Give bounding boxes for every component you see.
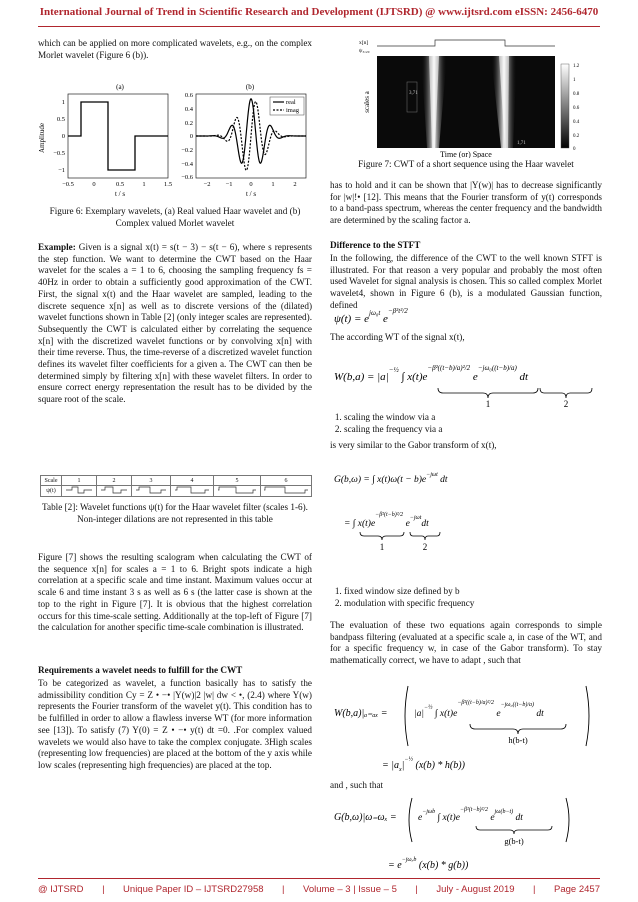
- a-ylabel: Amplitude: [38, 123, 46, 153]
- cb-tick-6: 0.2: [573, 134, 580, 139]
- equation-g-conv-lhs: G(b,ω)|ω₌ωₓ =: [334, 812, 397, 823]
- cb-tick-3: 0.8: [573, 92, 580, 97]
- table-2: [40, 475, 312, 497]
- table-cell: [261, 486, 312, 497]
- list-item: 1. scaling the window via a: [344, 412, 602, 424]
- equation-morlet-svg: [330, 302, 602, 328]
- table-cell: 4: [171, 476, 214, 486]
- b-ytick-2: 0.4: [184, 106, 193, 113]
- a-xtick-1: −0.5: [62, 181, 74, 188]
- paren-right: [586, 686, 589, 746]
- intro-paragraph: which can be applied on more complicated wavelets, e.g., on the complex Morlet wavelet (Figure 6 (b)).: [38, 38, 312, 60]
- b-xtick-5: 2: [293, 181, 297, 188]
- table-head-psi: ψ(t): [41, 486, 62, 497]
- a-ytick-3: 0: [61, 133, 65, 140]
- gabor-brace-2-label: 2: [422, 542, 428, 552]
- equation-wt-text: $W(b,a) = |a|^{-\frac{1}{2}}$ ∫ $x(t)e^{-\beta^2((t-b)/a)^2/2}$ $e^{-j\omega_0((t-b)/a)}$ dt: [334, 364, 529, 383]
- wavelet-table: [40, 475, 312, 497]
- stft-heading: Difference to the STFT: [330, 240, 421, 250]
- header-rule: [38, 26, 600, 27]
- a-xtick-3: 0.5: [115, 181, 125, 188]
- a-xtick-5: 1.5: [163, 181, 173, 188]
- b-ytick-6: −0.4: [181, 161, 193, 168]
- equation-g-conv: [330, 794, 602, 876]
- equation-gabor-svg: [330, 458, 602, 582]
- legend-imag: imag: [286, 107, 299, 114]
- equation-wt: [330, 350, 602, 408]
- list-1: [330, 410, 602, 437]
- and-paragraph: and , such that: [330, 780, 384, 790]
- footer-paper-id: Unique Paper ID – IJTSRD27958: [123, 884, 264, 895]
- table-head-scale: Scale: [41, 476, 62, 486]
- table-cell: [62, 486, 97, 497]
- figure-7-caption: Figure 7: CWT of a short sequence using the Haar wavelet: [358, 159, 574, 169]
- equation-wt-conv: [330, 676, 602, 776]
- h-brace: [470, 724, 566, 734]
- equation-morlet-text: $\psi(t) = e^{j\omega_0t}$ $e^{-\beta^2t^2/2}$: [334, 307, 408, 325]
- fig7-annotation-2: 1,71: [517, 141, 526, 146]
- footer-sep: |: [102, 884, 105, 895]
- b-xtick-2: −1: [225, 181, 233, 188]
- fig7-xlabel: Time (or) Space: [440, 150, 492, 158]
- equation-wt-conv-svg: [330, 676, 602, 776]
- a-ytick-4: −0.5: [53, 150, 65, 157]
- figure-7: [355, 36, 605, 158]
- equation-gabor: [330, 458, 602, 582]
- equation-gabor-2: = ∫ $x(t)e^{-\beta^2(t-b)^2/2}$ $e^{-j\omega t}dt$: [344, 512, 429, 529]
- b-xtick-4: 1: [271, 181, 275, 188]
- equation-wt-conv-result: = $|a_x|^{-\frac{1}{2}}$ (x(b) * h(b)): [382, 757, 465, 773]
- table-cell: [97, 486, 132, 497]
- equation-g-conv-svg: [330, 794, 602, 876]
- equation-gabor-1: G(b,ω) = ∫ $x(t)\omega(t - b)e^{-j\omega t}$ dt: [334, 472, 448, 485]
- footer-sep: |: [282, 884, 285, 895]
- cb-tick-1: 1.2: [573, 64, 580, 69]
- gabor-brace-1-label: 1: [379, 542, 385, 552]
- equation-wt-conv-lhs: W(b,a)|ₐ₌ₐₓ =: [334, 708, 388, 719]
- table-cell: 5: [214, 476, 261, 486]
- table-row: [41, 476, 312, 486]
- g-paren-left: [409, 798, 412, 842]
- cb-tick-2: 1: [573, 78, 576, 83]
- b-ytick-1: 0.6: [184, 92, 193, 99]
- table-cell: 2: [97, 476, 132, 486]
- fig7-ylabel: scales a: [363, 91, 371, 113]
- a-ytick-2: 0.5: [56, 116, 65, 123]
- brace-1: [438, 388, 538, 398]
- colorbar: [561, 64, 569, 148]
- b-ytick-4: 0: [189, 133, 193, 140]
- b-ytick-7: −0.6: [181, 174, 193, 181]
- b-xtick-1: −2: [203, 181, 211, 188]
- table-cell: 1: [62, 476, 97, 486]
- legend-real: real: [286, 99, 296, 106]
- journal-header: International Journal of Trend in Scientific Research and Development (IJTSRD) @ www.ijtsrd.com eISSN: 2456-6470: [39, 6, 599, 18]
- figure-6: [38, 80, 312, 198]
- gabor-brace-2: [410, 532, 440, 540]
- table-2-caption: Table [2]: Wavelet functions ψ(t) for the Haar wavelet filter (scales 1-6). Non-integer dilations are not represented in this table: [42, 502, 308, 524]
- g-paren-right: [566, 798, 569, 842]
- footer-rule: [38, 878, 600, 879]
- requirements-heading: Requirements a wavelet needs to fulfill for the CWT: [38, 665, 243, 675]
- scalogram: [377, 56, 555, 148]
- b-ytick-5: −0.2: [181, 147, 193, 154]
- example-text: Given is a signal x(t) = s(t − 3) − s(t − 6), where s represents the step function. We want to determine the CWT based on the Haar wavelet for the scales a = 1 to 6, choosing the sampling frequency fs = 40Hz in order to obtain a sufficiently good approximation of the CWT. First, the signal x(t) and the Haar wavelet are sampled, leading to the discrete sequence x[n] as well as to discrete versions of the (dilated) wavelet functions shown in Table [2] (only integer scales are represented). Subsequently the CWT is calculated either by correlating the sequence x[n] with the discretized wavelet functions or by convolving x[n] with their time reverse. Thus, the time-reverse of a discretized wavelet function defines its wavelet filter coefficients for a given a. The CWT can then be determined simply by filtering x[n] with these wavelet filters. In order to ensure correct energy representation the result has to be divided by the square root of the scale.: [38, 242, 312, 405]
- panel-b-label: (b): [245, 83, 255, 91]
- figure-7-paragraph: Figure [7] shows the resulting scalogram when calculating the CWT of the sequence x[n] for scales a = 1 to 6. Bright spots indicate a high correlation at a specific scale and time instant. Maximum values occur at scale 6 and time instant 3 s as well as 6 s (the latter case is shown at the top to the right in Figure [7]. It is obvious that the highest correlation occurs for this time-scale setting. Additionally at the top-left of Figure [7] the calculation for another specific time-scale combination is illustrated.: [38, 552, 312, 633]
- b-xlabel: t / s: [245, 190, 257, 198]
- figure-7-plot: [355, 36, 605, 158]
- brace-1-label: 1: [485, 399, 491, 408]
- fig7-top-label-1: x[n]: [359, 40, 369, 46]
- g-brace: [476, 826, 552, 834]
- list-item: 2. scaling the frequency via a: [344, 424, 602, 436]
- requirements-paragraph: To be categorized as wavelet, a function basically has to satisfy the admissibility condition Cy = Z • −• |Y(w)|2 |w| dw < •, (2.4) where Y(w) represents the Fourier transform of the wavelet y(t). This condition has to be fulfilled in order to allow a flawless inverse WT (for more information see [13]). To satisfy (7) Y(0) = Z • −• y(t) dt =0. .For complex valued wavelets we would also have to take the complex conjugate. 3High scales (representing low frequencies) are placed at the bottom of the y axis while low scales (representing high frequencies) are placed at the top.: [38, 678, 312, 770]
- a-xtick-2: 0: [92, 181, 96, 188]
- example-label: Example:: [38, 242, 76, 252]
- table-cell: 6: [261, 476, 312, 486]
- equation-wt-svg: [330, 350, 602, 408]
- h-label: h(b-t): [508, 735, 528, 745]
- table-row: [41, 486, 312, 497]
- evaluation-paragraph: The evaluation of these two equations again corresponds to simple bandpass filtering (evaluated at a specific scale a, in case of the WT, and for a specific frequency w, in case of the Gabor transform). To stay mathematically correct, we have to adapt , such that: [330, 620, 602, 666]
- list-item: 1. fixed window size defined by b: [344, 586, 602, 598]
- brace-2: [540, 388, 592, 398]
- cb-tick-4: 0.6: [573, 106, 580, 111]
- b-xtick-3: 0: [249, 181, 253, 188]
- cb-tick-7: 0: [573, 147, 576, 152]
- footer-sep: |: [533, 884, 536, 895]
- page-footer: [38, 884, 600, 895]
- figure-6-plot: [38, 80, 312, 198]
- a-xtick-4: 1: [142, 181, 146, 188]
- a-ytick-5: −1: [58, 167, 65, 174]
- table-cell: 3: [132, 476, 171, 486]
- wt-paragraph: The according WT of the signal x(t),: [330, 332, 465, 342]
- table-cell: [214, 486, 261, 497]
- haar-wavelet-line: [68, 102, 168, 170]
- footer-date: July - August 2019: [436, 884, 515, 895]
- footer-sep: |: [415, 884, 418, 895]
- equation-morlet: [330, 302, 602, 328]
- equation-g-conv-result: = $e^{-j\omega_xb}$ (x(b) * g(b)): [388, 857, 469, 871]
- list-item: 2. modulation with specific frequency: [344, 598, 602, 610]
- fig7-signal-line: [377, 40, 555, 46]
- footer-page: Page 2457: [554, 884, 600, 895]
- a-ytick-1: 1: [61, 99, 65, 106]
- example-paragraph: [38, 242, 312, 406]
- g-label: g(b-t): [504, 836, 524, 846]
- table-cell: [171, 486, 214, 497]
- gabor-paragraph: is very similar to the Gabor transform of x(t),: [330, 440, 497, 450]
- stft-paragraph: In the following, the difference of the CWT to the well known STFT is illustrated. For that reason a very popular and probably the most often used Wavelet for signal analysis is chosen. This so called complex Morlet wavelet4, shown in Figure 6 (b), is a modulated Gaussian function, defined: [330, 253, 602, 310]
- bandpass-paragraph: has to hold and it can be shown that |Y(w)| has to decrease significantly for |w|!• [12]. This means that the Fourier transform of y(t) corresponds to a band-pass spectrum, whereas the center frequency and the bandwidth are determined by the scaling factor a.: [330, 180, 602, 226]
- equation-g-conv-body: $e^{-j\omega b}$ ∫ $x(t)e^{-\beta^2(t-b)^2/2}$ $e^{j\omega(b-t)}$ dt: [418, 807, 523, 823]
- footer-volume: Volume – 3 | Issue – 5: [303, 884, 397, 895]
- footer-journal: @ IJTSRD: [38, 884, 84, 895]
- panel-a-label: (a): [116, 83, 124, 91]
- cb-tick-5: 0.4: [573, 120, 580, 125]
- gabor-brace-1: [360, 532, 404, 540]
- figure-6-caption: Figure 6: Exemplary wavelets, (a) Real valued Haar wavelet and (b) Complex valued Morlet wavelet: [49, 206, 301, 228]
- list-2: [330, 584, 602, 611]
- brace-2-label: 2: [563, 399, 569, 408]
- fig7-top-label-2: ψ₃,₂₀: [359, 48, 370, 54]
- a-xlabel: t / s: [114, 190, 126, 198]
- b-ytick-3: 0.2: [184, 120, 193, 127]
- table-cell: [132, 486, 171, 497]
- equation-wt-conv-body: $|a|^{-\frac{1}{2}}$ ∫ $x(t)e^{-\beta^2((t-b)/a)^2/2}$ $e^{-j\omega_0((t-b)/a)}$ dt: [414, 700, 544, 719]
- fig7-annotation-1: 3,71: [409, 91, 418, 96]
- paren-left: [405, 686, 408, 746]
